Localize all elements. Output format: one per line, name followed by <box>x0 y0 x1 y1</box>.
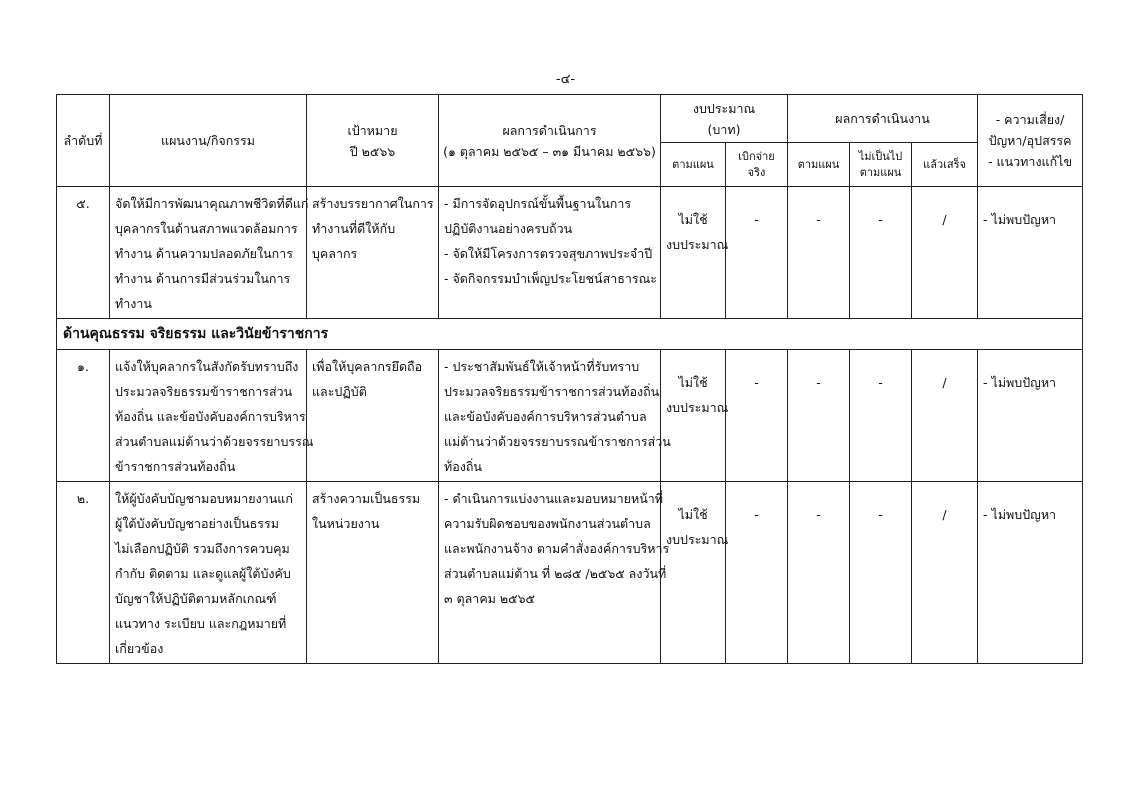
row-plan: แจ้งให้บุคลากรในสังกัดรับทราบถึง ประมวลจริยธรรมข้าราชการส่วน ท้องถิ่น และข้อบังคับองค์การบริหาร ส่วนตำบลแม่ต้านว่าด้วยจรรยาบรรณ ข้าราชการส่วนท้องถิ่น <box>110 350 307 482</box>
col-plan: แผนงาน/กิจกรรม <box>110 95 307 187</box>
row-budget-plan: ไม่ใช้ งบประมาณ <box>661 187 726 319</box>
row-risk: - ไม่พบปัญหา <box>978 482 1083 664</box>
col-risk: - ความเสี่ยง/ ปัญหา/อุปสรรค - แนวทางแก้ไข <box>978 95 1083 187</box>
row-budget-actual: - <box>726 187 788 319</box>
page-number: -๔- <box>555 72 576 87</box>
row-budget-plan: ไม่ใช้ งบประมาณ <box>661 482 726 664</box>
row-result: - ประชาสัมพันธ์ให้เจ้าหน้าที่รับทราบ ประมวลจริยธรรมข้าราชการส่วนท้องถิ่น และข้อบังคับองค์การบริหารส่วนตำบล แม่ต้านว่าด้วยจรรยาบรรณข้าราชการส่วน ท้องถิ่น <box>439 350 661 482</box>
col-order: ลำดับที่ <box>57 95 110 187</box>
row-plan: ให้ผู้บังคับบัญชามอบหมายงานแก่ ผู้ใต้บังคับบัญชาอย่างเป็นธรรม ไม่เลือกปฏิบัติ รวมถึงการควบคุม กำกับ ติดตาม และดูแลผู้ใต้บังคับ บัญชาให้ปฏิบัติตามหลักเกณฑ์ แนวทาง ระเบียบ และกฎหมายที่ เกี่ยวข้อง <box>110 482 307 664</box>
row-perf-done: / <box>912 482 978 664</box>
col-perf-plan: ตามแผน <box>788 143 850 187</box>
row-perf-plan: - <box>788 350 850 482</box>
row-perf-done: / <box>912 350 978 482</box>
row-order: ๑. <box>57 350 110 482</box>
col-budget: งบประมาณ (บาท) <box>661 95 788 143</box>
col-perf-done: แล้วเสร็จ <box>912 143 978 187</box>
col-budget-actual: เบิกจ่าย จริง <box>726 143 788 187</box>
row-plan: จัดให้มีการพัฒนาคุณภาพชีวิตที่ดีแก่ บุคลากรในด้านสภาพแวดล้อมการ ทำงาน ด้านความปลอดภัยในการ ทำงาน ด้านการมีส่วนร่วมในการ ทำงาน <box>110 187 307 319</box>
table-row <box>57 482 1083 664</box>
col-budget-plan: ตามแผน <box>661 143 726 187</box>
col-target: เป้าหมาย ปี ๒๕๖๖ <box>307 95 439 187</box>
row-order: ๕. <box>57 187 110 319</box>
row-perf-plan: - <box>788 187 850 319</box>
row-perf-not: - <box>850 350 912 482</box>
row-perf-not: - <box>850 187 912 319</box>
row-budget-actual: - <box>726 350 788 482</box>
row-budget-actual: - <box>726 482 788 664</box>
section-row <box>57 319 1083 350</box>
table-row <box>57 187 1083 319</box>
row-result: - ดำเนินการแบ่งงานและมอบหมายหน้าที่ ความรับผิดชอบของพนักงานส่วนตำบล และพนักงานจ้าง ตามคำสั่งองค์การบริหาร ส่วนตำบลแม่ต้าน ที่ ๒๘๕ /๒๕๖๕ ลงวันที่ ๓ ตุลาคม ๒๕๖๕ <box>439 482 661 664</box>
col-result: ผลการดำเนินการ (๑ ตุลาคม ๒๕๖๕ – ๓๑ มีนาคม ๒๕๖๖) <box>439 95 661 187</box>
col-perf-not: ไม่เป็นไป ตามแผน <box>850 143 912 187</box>
row-result: - มีการจัดอุปกรณ์ขั้นพื้นฐานในการ ปฏิบัติงานอย่างครบถ้วน - จัดให้มีโครงการตรวจสุขภาพประจำปี - จัดกิจกรรมบำเพ็ญประโยชน์สาธารณะ <box>439 187 661 319</box>
col-performance: ผลการดำเนินงาน <box>788 95 978 143</box>
row-budget-plan: ไม่ใช้ งบประมาณ <box>661 350 726 482</box>
row-risk: - ไม่พบปัญหา <box>978 187 1083 319</box>
row-target: สร้างบรรยากาศในการ ทำงานที่ดีให้กับ บุคลากร <box>307 187 439 319</box>
row-target: เพื่อให้บุคลากรยึดถือ และปฏิบัติ <box>307 350 439 482</box>
row-order: ๒. <box>57 482 110 664</box>
row-risk: - ไม่พบปัญหา <box>978 350 1083 482</box>
row-target: สร้างความเป็นธรรม ในหน่วยงาน <box>307 482 439 664</box>
row-perf-done: / <box>912 187 978 319</box>
section-title: ด้านคุณธรรม จริยธรรม และวินัยข้าราชการ <box>57 319 1083 350</box>
row-perf-plan: - <box>788 482 850 664</box>
row-perf-not: - <box>850 482 912 664</box>
plan-table <box>56 94 1083 664</box>
table-row <box>57 350 1083 482</box>
